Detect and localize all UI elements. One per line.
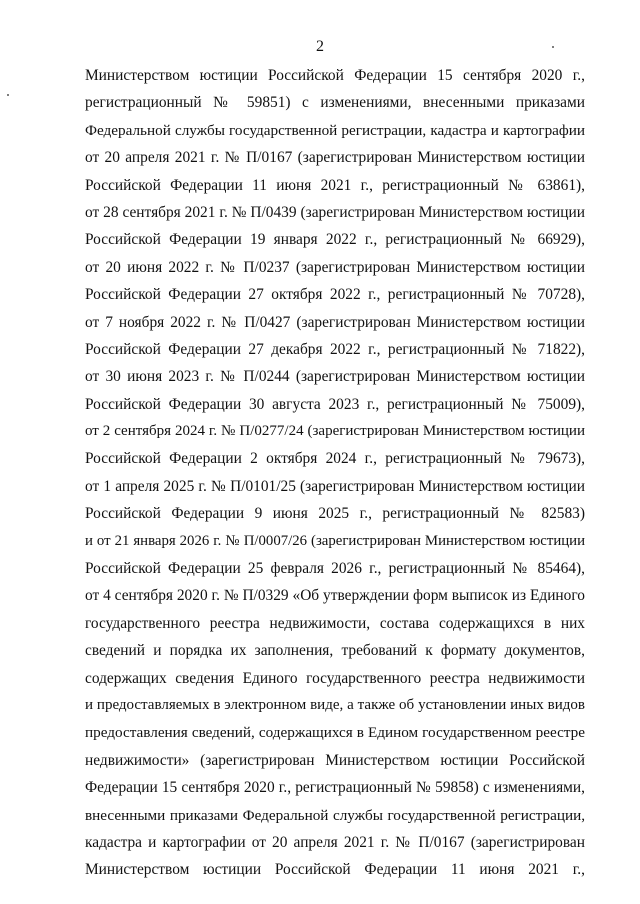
text-line: Федерации 15 сентября 2020 г., регистрационный № 59858) с изменениями, [85, 779, 585, 797]
scan-speck [552, 46, 554, 48]
text-line: от 20 июня 2022 г. № П/0237 (зарегистрирован Министерством юстиции [85, 258, 585, 276]
text-line: от 2 сентября 2024 г. № П/0277/24 (зарегистрирован Министерством юстиции [85, 423, 585, 440]
text-line: от 4 сентября 2020 г. № П/0329 «Об утверждении форм выписок из Единого [85, 587, 585, 605]
page-number: 2 [316, 38, 324, 55]
text-line: внесенными приказами Федеральной службы государственной регистрации, [85, 806, 585, 824]
text-line: Российской Федерации 25 февраля 2026 г., регистрационный № 85464), [85, 560, 585, 578]
text-line: регистрационный № 59851) с изменениями, внесенными приказами [85, 94, 585, 112]
text-line: Российской Федерации 2 октября 2024 г., регистрационный № 79673), [85, 450, 585, 468]
text-line: сведений и порядка их заполнения, требований к формату документов, [85, 642, 585, 660]
text-line: Российской Федерации 11 июня 2021 г., регистрационный № 63861), [85, 176, 585, 194]
text-line: Российской Федерации 9 июня 2025 г., регистрационный № 82583) [85, 505, 585, 523]
text-line: Российской Федерации 27 декабря 2022 г., регистрационный № 71822), [85, 340, 585, 358]
text-line: предоставления сведений, содержащихся в Едином государственном реестре [85, 724, 585, 742]
text-line: содержащих сведения Единого государственного реестра недвижимости [85, 669, 585, 687]
text-line: от 1 апреля 2025 г. № П/0101/25 (зарегистрирован Министерством юстиции [85, 477, 585, 495]
text-line: от 20 апреля 2021 г. № П/0167 (зарегистрирован Министерством юстиции [85, 149, 585, 167]
text-line: Федеральной службы государственной регистрации, кадастра и картографии [85, 121, 585, 139]
text-line: Министерством юстиции Российской Федерации 11 июня 2021 г., [85, 861, 585, 879]
text-line: недвижимости» (зарегистрирован Министерством юстиции Российской [85, 751, 585, 769]
text-line: кадастра и картографии от 20 апреля 2021 г. № П/0167 (зарегистрирован [85, 833, 585, 851]
text-line: и от 21 января 2026 г. № П/0007/26 (зарегистрирован Министерством юстиции [85, 532, 585, 549]
text-line: Российской Федерации 19 января 2022 г., регистрационный № 66929), [85, 231, 585, 249]
scan-speck [7, 94, 9, 96]
text-line: от 30 июня 2023 г. № П/0244 (зарегистрирован Министерством юстиции [85, 368, 585, 386]
text-line: государственного реестра недвижимости, состава содержащихся в них [85, 614, 585, 632]
text-line: и предоставляемых в электронном виде, а также об установлении иных видов [85, 696, 585, 713]
text-line: Российской Федерации 30 августа 2023 г., регистрационный № 75009), [85, 395, 585, 413]
text-line: Российской Федерации 27 октября 2022 г., регистрационный № 70728), [85, 286, 585, 304]
text-line: от 28 сентября 2021 г. № П/0439 (зарегистрирован Министерством юстиции [85, 203, 585, 221]
document-body-text [85, 62, 585, 884]
text-line: от 7 ноября 2022 г. № П/0427 (зарегистрирован Министерством юстиции [85, 313, 585, 331]
text-line: Министерством юстиции Российской Федерации 15 сентября 2020 г., [85, 67, 585, 84]
